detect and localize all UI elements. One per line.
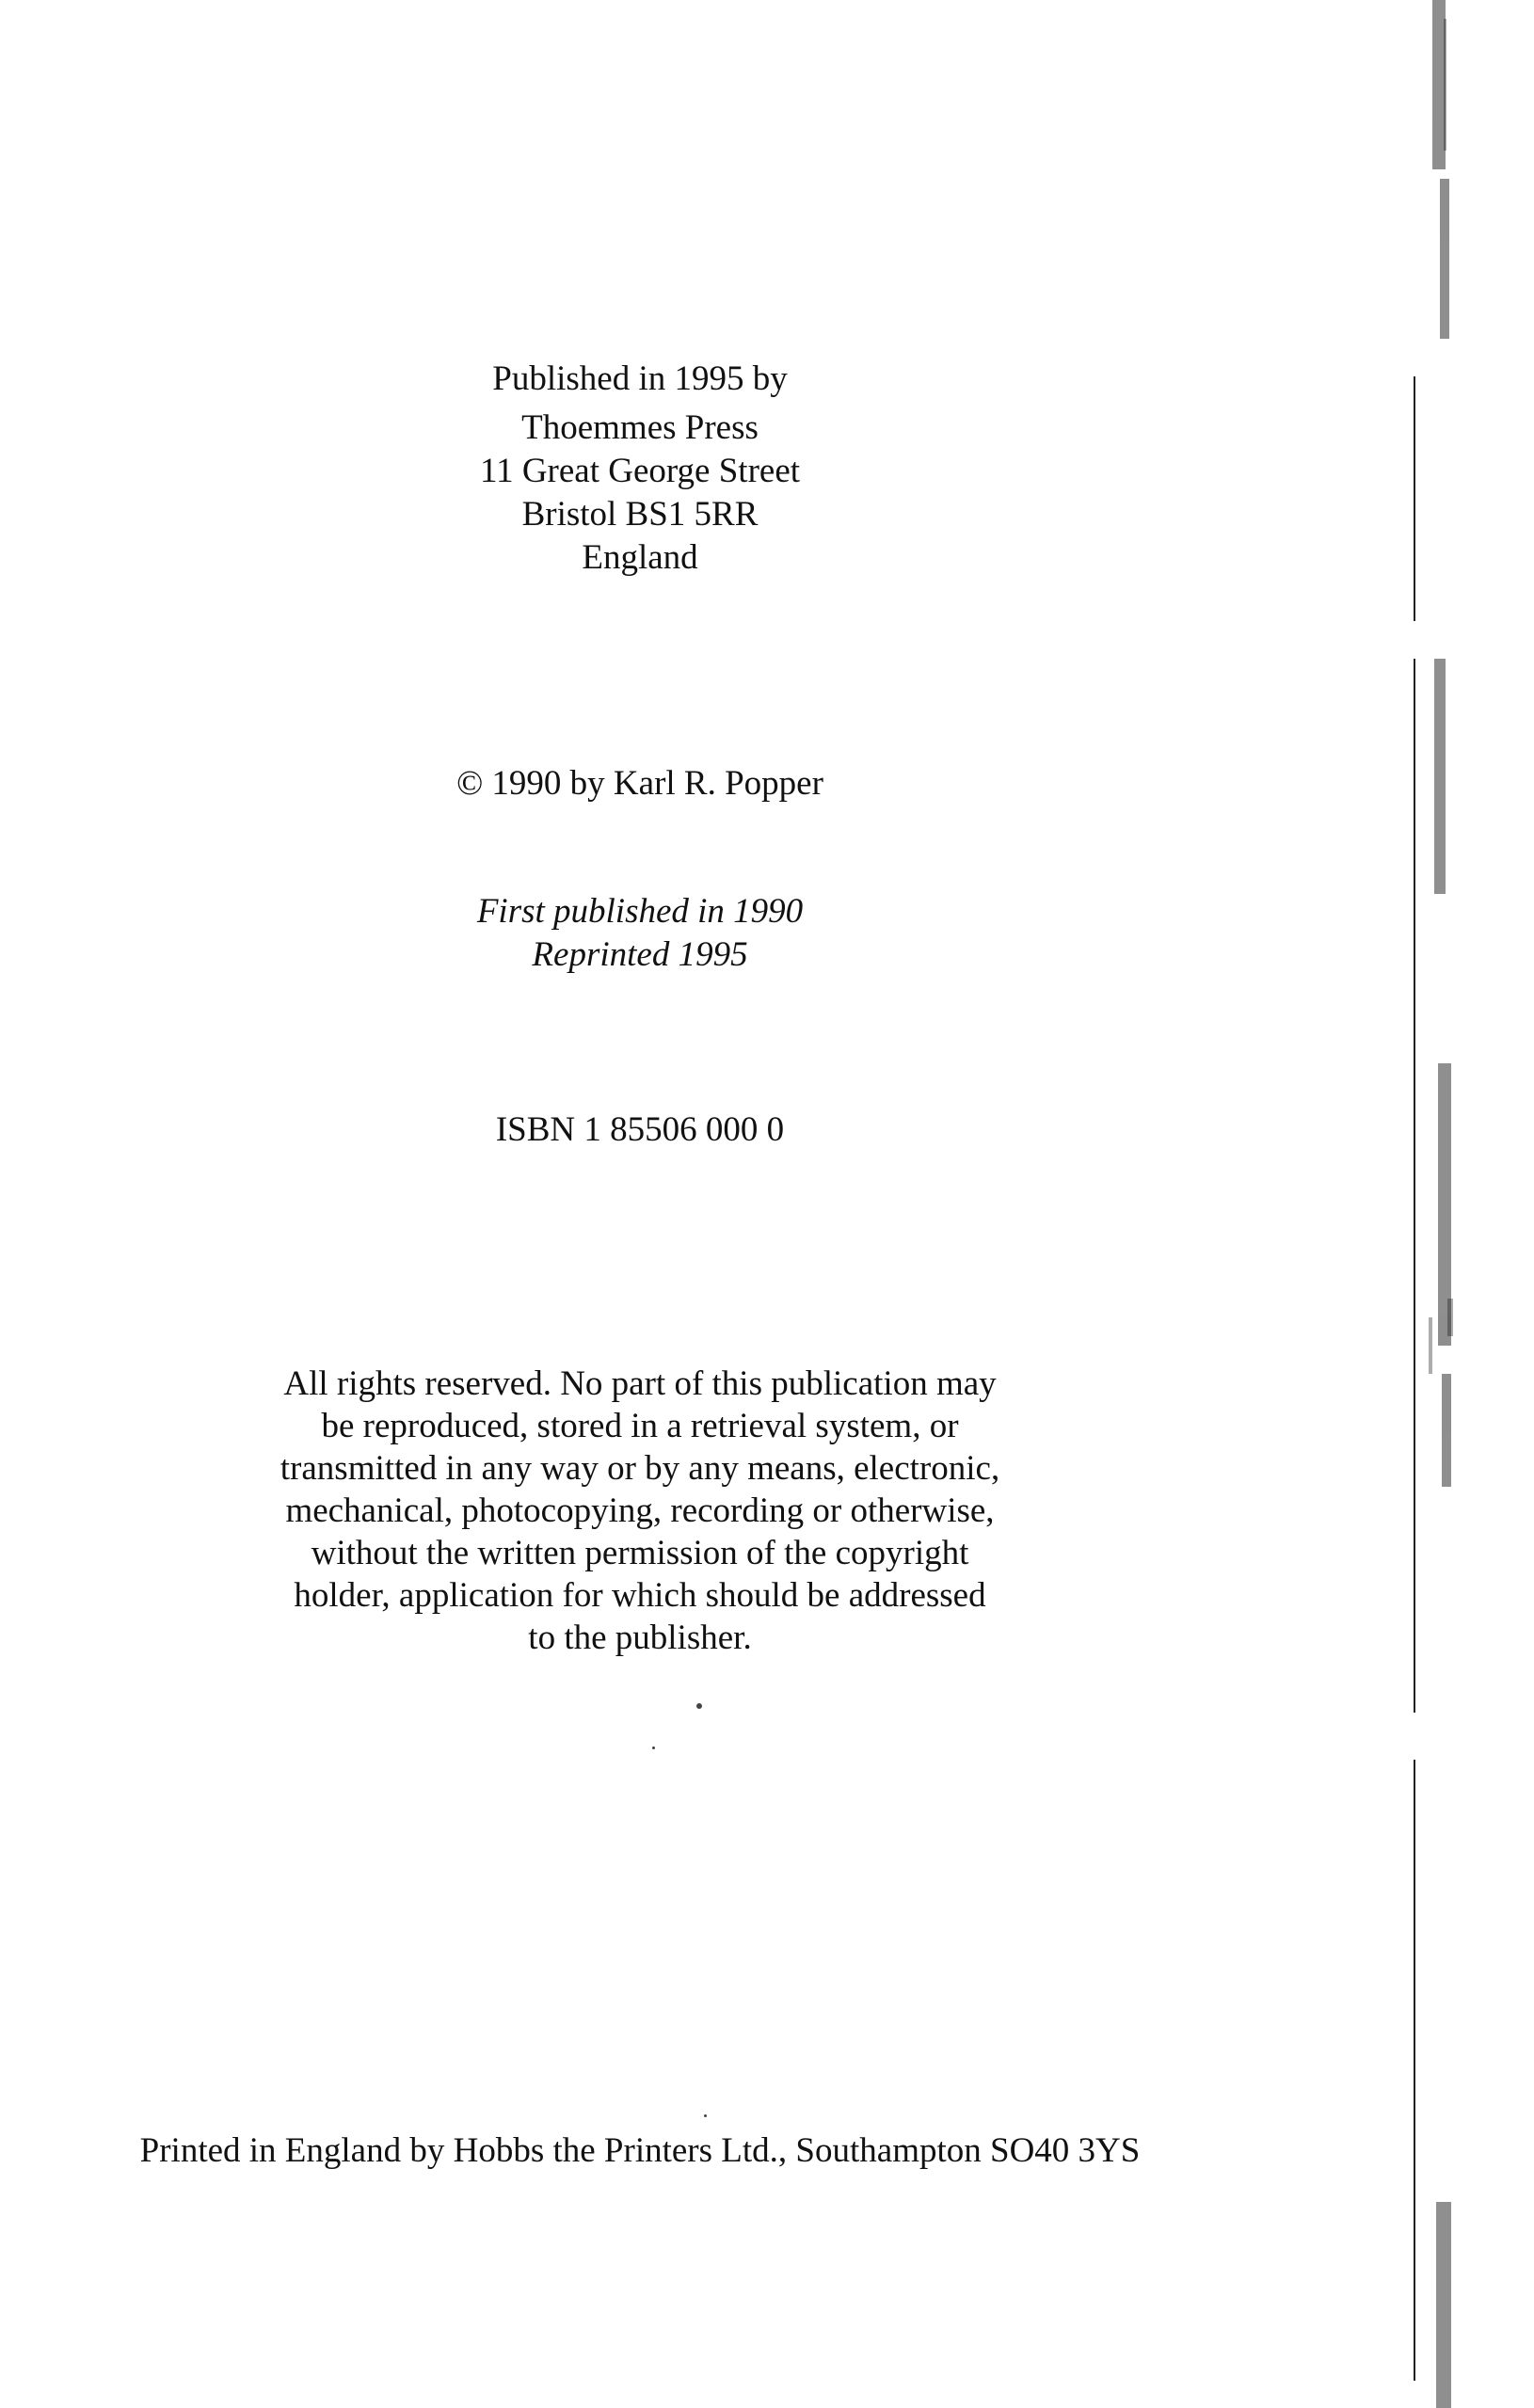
publisher-name: Thoemmes Press <box>521 408 759 447</box>
reprinted-line: Reprinted 1995 <box>532 935 748 974</box>
publisher-city: Bristol BS1 5RR <box>521 495 759 534</box>
rights-line: transmitted in any way or by any means, electronic, <box>280 1449 1000 1488</box>
rights-line: be reproduced, stored in a retrieval system, or <box>321 1407 959 1445</box>
isbn-line: ISBN 1 85506 000 0 <box>495 1110 785 1149</box>
rights-line: mechanical, photocopying, recording or otherwise, <box>285 1491 995 1530</box>
publisher-info <box>0 358 1280 580</box>
scan-speck <box>704 2114 707 2117</box>
rights-line: to the publisher. <box>528 1619 752 1657</box>
copyright-line: © 1990 by Karl R. Popper <box>456 764 823 803</box>
publisher-country: England <box>582 538 698 577</box>
published-by-line: Published in 1995 by <box>492 359 788 398</box>
scan-speck <box>652 1746 655 1749</box>
rights-statement <box>0 1363 1280 1659</box>
publisher-street: 11 Great George Street <box>479 452 801 490</box>
scan-noise <box>1412 0 1534 2408</box>
rights-line: holder, application for which should be addressed <box>294 1576 986 1615</box>
rights-line: All rights reserved. No part of this publication may <box>283 1364 997 1403</box>
isbn <box>0 1108 1280 1152</box>
printer-line: Printed in England by Hobbs the Printers Ltd., Southampton SO40 3YS <box>139 2131 1141 2170</box>
first-published-line: First published in 1990 <box>476 892 804 931</box>
copyright-notice <box>0 762 1280 805</box>
scan-speck <box>696 1703 702 1709</box>
rights-line: without the written permission of the copyright <box>311 1534 969 1572</box>
publication-history <box>0 890 1280 977</box>
printer-info <box>0 2129 1280 2173</box>
